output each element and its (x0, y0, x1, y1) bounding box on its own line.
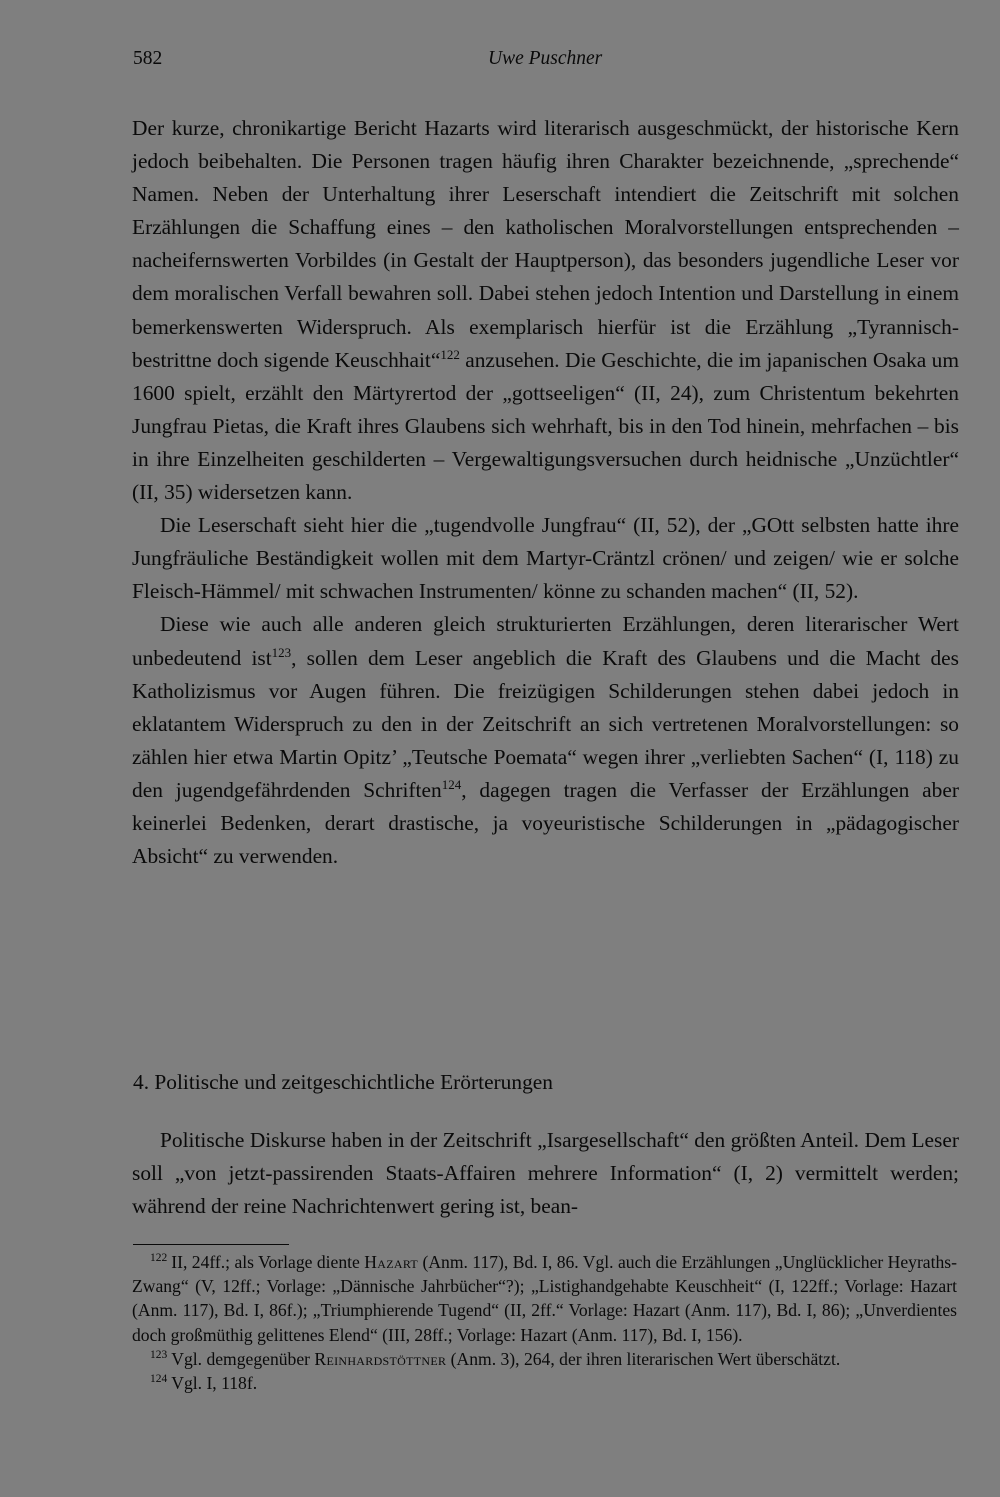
running-head (133, 48, 958, 78)
footnote-text: Vgl. I, 118f. (171, 1373, 258, 1394)
paragraph-3-text-b: , sollen dem Leser angeblich die Kraft des Glaubens und die Macht des Katholizismus vor Augen führen. Die freizügigen Schilderungen stehen dabei jedoch in eklatantem Widerspruch zu den in der Zeitschrift an sich vertretenen Moralvorstellungen: so zählen hier etwa Martin Opitz’ „Teutsche Poemata“ wegen ihrer „verliebten Sachen“ (I, 118) zu den jugendgefährdenden Schriften (132, 645, 959, 802)
footnote-text: (Anm. 117), Bd. I, 86. Vgl. auch die Erzählungen „Unglücklicher Heyraths-Zwang“ (V, 12ff.; Vorlage: „Dännische Jahrbücher“?); „Listighandgehabte Keuschheit“ (I, 122ff.; Vorlage: Hazart (Anm. 117), Bd. I, 86f.); „Triumphierende Tugend“ (II, 2ff.“ Vorlage: Hazart (Anm. 117), Bd. I, 86); „Unverdientes doch großmüthig gelittenes Elend“ (III, 28ff.; Vorlage: Hazart (Anm. 117), Bd. I, 156). (132, 1252, 958, 1345)
footnote-ref-123[interactable]: 123 (271, 644, 292, 660)
paragraph-1 (132, 112, 959, 509)
section-text (132, 1124, 959, 1223)
footnote-ref-122[interactable]: 122 (440, 346, 460, 362)
paragraph-3-text-a: Diese wie auch alle anderen gleich strukturierten Erzählungen, deren literarischer Wert unbedeutend ist (132, 612, 959, 670)
author-name: Reinhardstöttner (314, 1348, 447, 1369)
footnotes (132, 1250, 957, 1395)
paragraph-3 (132, 608, 959, 873)
paragraph-1-text-a: Der kurze, chronikartige Bericht Hazarts wird literarisch ausgeschmückt, der historische Kern jedoch beibehalten. Die Personen tragen häufig ihren Charakter bezeichnende, „sprechende“ Namen. Neben der Unterhaltung ihrer Leserschaft intendiert die Zeitschrift mit solchen Erzählungen die Schaffung eines – den katholischen Moralvorstellungen entsprechenden – nacheifernswerten Vorbildes (in Gestalt der Hauptperson), das besonders jugendliche Leser vor dem moralischen Verfall bewahren soll. Dabei stehen jedoch Intention und Darstellung in einem bemerkenswerten Widerspruch. Als exemplarisch hierfür ist die Erzählung „Tyrannisch-bestrittne doch sigende Keuschhait“ (132, 116, 959, 372)
footnote-mark: 122 (150, 1252, 168, 1264)
running-title: Uwe Puschner (488, 48, 603, 69)
section-heading: 4. Politische und zeitgeschichtliche Erörterungen (133, 1070, 553, 1094)
footnote-123 (132, 1347, 957, 1371)
paragraph-1-text-b: anzusehen. Die Geschichte, die im japanischen Osaka um 1600 spielt, erzählt den Märtyrertod der „gottseeligen“ (II, 24), zum Christentum bekehrten Jungfrau Pietas, die Kraft ihres Glaubens sich wehrhaft, bis in den Tod hinein, mehrfachen – bis in ihre Einzelheiten geschilderten – Vergewaltigungsversuchen durch heidnische „Unzüchtler“ (II, 35) widersetzen kann. (132, 347, 959, 505)
page-number: 582 (133, 48, 163, 69)
footnote-text: II, 24ff.; als Vorlage diente (171, 1252, 365, 1272)
footnote-divider (133, 1244, 289, 1245)
footnote-ref-124[interactable]: 124 (441, 776, 462, 792)
footnote-mark: 124 (150, 1373, 168, 1386)
footnote-text: Vgl. demgegenüber (171, 1348, 315, 1369)
footnote-124 (132, 1371, 957, 1395)
paragraph-2: Die Leserschaft sieht hier die „tugendvolle Jungfrau“ (II, 52), der „GOtt selbsten hatte ihre Jungfräuliche Beständigkeit wollen mit dem Martyr-Cräntzl crönen/ und zeigen/ wie er solche Fleisch-Hämmel/ mit schwachen Instrumenten/ könne zu schanden machen“ (II, 52). (132, 513, 959, 604)
paragraph-3-text-c: , dagegen tragen die Verfasser der Erzählungen aber keinerlei Bedenken, derart drastische, ja voyeuristische Schilderungen in „pädagogischer Absicht“ zu verwenden. (132, 777, 959, 869)
footnote-122 (132, 1250, 957, 1347)
footnote-text: (Anm. 3), 264, der ihren literarischen Wert überschätzt. (446, 1348, 841, 1369)
body-text (132, 112, 959, 873)
author-name: Hazart (364, 1252, 419, 1272)
section-paragraph-1: Politische Diskurse haben in der Zeitschrift „Isargesellschaft“ den größten Anteil. Dem Leser soll „von jetzt-passirenden Staats-Affairen mehrere Information“ (I, 2) vermittelt werden; während der reine Nachrichtenwert gering ist, bean- (132, 1128, 959, 1219)
footnote-mark: 123 (150, 1348, 168, 1361)
